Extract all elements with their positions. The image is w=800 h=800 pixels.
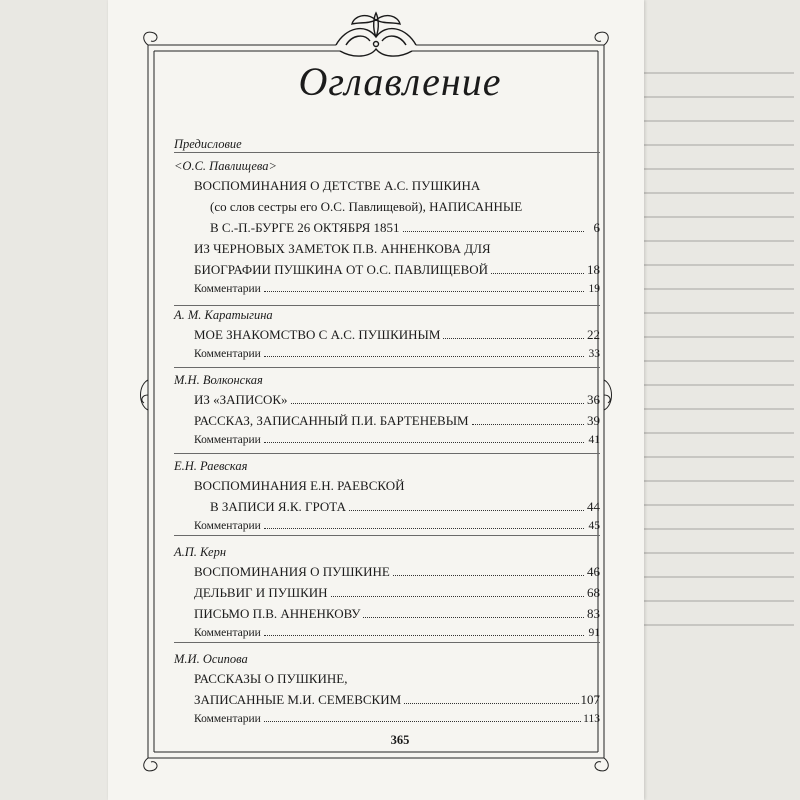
page-ref: 44 (587, 499, 600, 514)
toc-entry[interactable] (174, 564, 600, 585)
toc-entry-continuation[interactable] (174, 499, 600, 520)
toc-entry-text: Комментарии (194, 713, 261, 725)
toc-entry[interactable] (174, 327, 600, 348)
dot-leader (264, 442, 584, 443)
toc-author: <О.С. Павлищева> (174, 159, 277, 173)
toc-entry-text: Комментарии (194, 434, 261, 446)
toc-entry[interactable]: РАССКАЗЫ О ПУШКИНЕ, (194, 671, 348, 686)
toc-author: А.П. Керн (174, 545, 227, 559)
toc-entry[interactable] (174, 413, 600, 434)
toc-entry-continuation[interactable] (174, 262, 600, 283)
toc-entry-continuation[interactable] (174, 220, 600, 241)
toc-entry[interactable]: ВОСПОМИНАНИЯ Е.Н. РАЕВСКОЙ (194, 478, 405, 493)
toc-comment-entry[interactable] (174, 348, 600, 367)
page-ref: 45 (588, 520, 600, 532)
page-ref: 91 (588, 627, 600, 639)
dot-leader (403, 231, 584, 232)
toc-entry[interactable] (174, 392, 600, 413)
toc-entry-text: Комментарии (194, 283, 261, 295)
page-ref: 46 (587, 564, 600, 579)
toc-author: М.Н. Волконская (174, 373, 263, 387)
toc-author: Е.Н. Раевская (174, 459, 248, 473)
page-title: Оглавление (298, 59, 502, 104)
dot-leader (393, 575, 584, 576)
toc-author: А. М. Каратыгина (174, 308, 273, 322)
toc-entry-text: ДЕЛЬВИГ И ПУШКИН (194, 585, 328, 600)
page-ref: 22 (587, 327, 600, 342)
toc-entry-text: ЗАПИСАННЫЕ М.И. СЕМЕВСКИМ (194, 692, 402, 707)
toc-comment-entry[interactable] (174, 283, 600, 302)
toc-entry-text: ИЗ «ЗАПИСОК» (194, 392, 288, 407)
table-of-contents (174, 134, 600, 732)
dot-leader (404, 703, 578, 704)
page-number: 365 (390, 733, 410, 747)
toc-comment-entry[interactable] (174, 434, 600, 453)
dot-leader (349, 510, 584, 511)
page-ref: 107 (580, 692, 600, 707)
toc-entry-text: В ЗАПИСИ Я.К. ГРОТА (210, 499, 346, 514)
toc-entry-text: РАССКАЗ, ЗАПИСАННЫЙ П.И. БАРТЕНЕВЫМ (194, 413, 469, 428)
dot-leader (472, 424, 584, 425)
page-ref: 19 (588, 283, 600, 295)
dot-leader (264, 528, 584, 529)
page-ref: 6 (593, 220, 600, 235)
page-ref: 41 (588, 434, 600, 446)
page-ref: 36 (587, 392, 600, 407)
top-flourish (336, 13, 416, 56)
toc-entry[interactable] (174, 585, 600, 606)
page-ref: 83 (587, 606, 600, 621)
toc-entry-text: В С.-П.-БУРГЕ 26 ОКТЯБРЯ 1851 (210, 220, 400, 235)
dot-leader (363, 617, 584, 618)
toc-entry-text: Комментарии (194, 627, 261, 639)
dot-leader (264, 635, 584, 636)
toc-entry-text: Комментарии (194, 520, 261, 532)
toc-entry[interactable]: ВОСПОМИНАНИЯ О ДЕТСТВЕ А.С. ПУШКИНА (194, 178, 481, 193)
toc-entry-continuation: (со слов сестры его О.С. Павлищевой), НАПИСАННЫЕ (210, 199, 523, 214)
toc-entry-text: ПИСЬМО П.В. АННЕНКОВУ (194, 606, 361, 621)
toc-entry-text: ВОСПОМИНАНИЯ О ПУШКИНЕ (194, 564, 390, 579)
toc-preface[interactable]: Предисловие (174, 137, 242, 151)
toc-entry-continuation[interactable] (174, 692, 600, 713)
page-ref: 33 (588, 348, 600, 360)
toc-entry[interactable]: ИЗ ЧЕРНОВЫХ ЗАМЕТОК П.В. АННЕНКОВА ДЛЯ (194, 241, 491, 256)
dot-leader (291, 403, 584, 404)
page-ref: 113 (583, 713, 600, 725)
page-ref: 68 (587, 585, 600, 600)
toc-entry[interactable] (174, 606, 600, 627)
dot-leader (331, 596, 584, 597)
toc-entry-text: МОЕ ЗНАКОМСТВО С А.С. ПУШКИНЫМ (194, 327, 441, 342)
toc-entry-text: БИОГРАФИИ ПУШКИНА ОТ О.С. ПАВЛИЩЕВОЙ (194, 262, 489, 277)
toc-comment-entry[interactable] (174, 713, 600, 732)
toc-entry-text: Комментарии (194, 348, 261, 360)
dot-leader (264, 291, 584, 292)
toc-comment-entry[interactable] (174, 627, 600, 646)
dot-leader (264, 356, 584, 357)
dot-leader (443, 338, 584, 339)
page-ref: 18 (587, 262, 600, 277)
page-ref: 39 (587, 413, 600, 428)
dot-leader (491, 273, 584, 274)
dot-leader (264, 721, 581, 722)
toc-comment-entry[interactable] (174, 520, 600, 539)
toc-author: М.И. Осипова (174, 652, 248, 666)
